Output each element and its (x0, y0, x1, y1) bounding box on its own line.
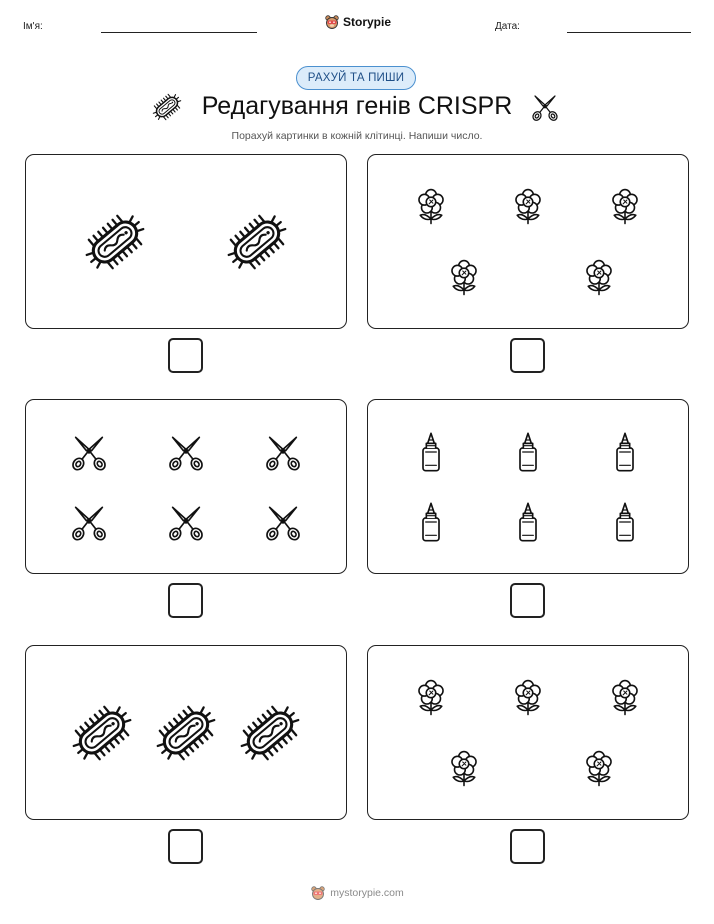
answer-box-6[interactable] (510, 829, 545, 864)
bottle-icon (411, 502, 451, 542)
page-title: Редагування генів CRISPR (201, 92, 513, 120)
bear-logo-icon (324, 14, 340, 30)
flower-icon (580, 259, 618, 297)
flower-icon (412, 679, 450, 717)
counting-panel-4 (367, 399, 689, 574)
bacteria-icon (155, 702, 217, 764)
flower-icon (509, 188, 547, 226)
bacteria-icon (239, 702, 301, 764)
bottle-icon (605, 502, 645, 542)
activity-badge: РАХУЙ ТА ПИШИ (296, 66, 416, 90)
flower-icon (412, 188, 450, 226)
flower-icon (445, 750, 483, 788)
scissors-icon (166, 432, 206, 472)
brand-name: Storypie (343, 15, 392, 29)
bacteria-icon (71, 702, 133, 764)
scissors-icon (166, 502, 206, 542)
scissors-icon (263, 432, 303, 472)
footer (0, 885, 714, 901)
bacteria-icon (226, 211, 288, 273)
date-label: Дата: (495, 21, 520, 32)
counting-panel-3 (25, 399, 347, 574)
scissors-icon (69, 502, 109, 542)
bottle-icon (605, 432, 645, 472)
answer-box-4[interactable] (510, 583, 545, 618)
date-line[interactable] (567, 32, 691, 33)
brand-logo (324, 12, 391, 32)
counting-panel-1 (25, 154, 347, 329)
flower-icon (580, 750, 618, 788)
scissors-title-icon (530, 92, 560, 122)
instructions: Порахуй картинки в кожній клітинці. Напиши число. (231, 130, 483, 142)
bottle-icon (508, 432, 548, 472)
answer-box-2[interactable] (510, 338, 545, 373)
scissors-icon (69, 432, 109, 472)
bottle-icon (508, 502, 548, 542)
flower-icon (606, 188, 644, 226)
bottle-icon (411, 432, 451, 472)
name-line[interactable] (101, 32, 257, 33)
answer-box-5[interactable] (168, 829, 203, 864)
answer-box-3[interactable] (168, 583, 203, 618)
flower-icon (606, 679, 644, 717)
flower-icon (445, 259, 483, 297)
footer-url: mystorypie.com (330, 887, 404, 899)
counting-panel-2 (367, 154, 689, 329)
flower-icon (509, 679, 547, 717)
scissors-icon (263, 502, 303, 542)
answer-box-1[interactable] (168, 338, 203, 373)
counting-panel-6 (367, 645, 689, 820)
bear-footer-icon (310, 885, 326, 901)
name-label: Ім'я: (23, 21, 43, 32)
bacteria-icon (84, 211, 146, 273)
